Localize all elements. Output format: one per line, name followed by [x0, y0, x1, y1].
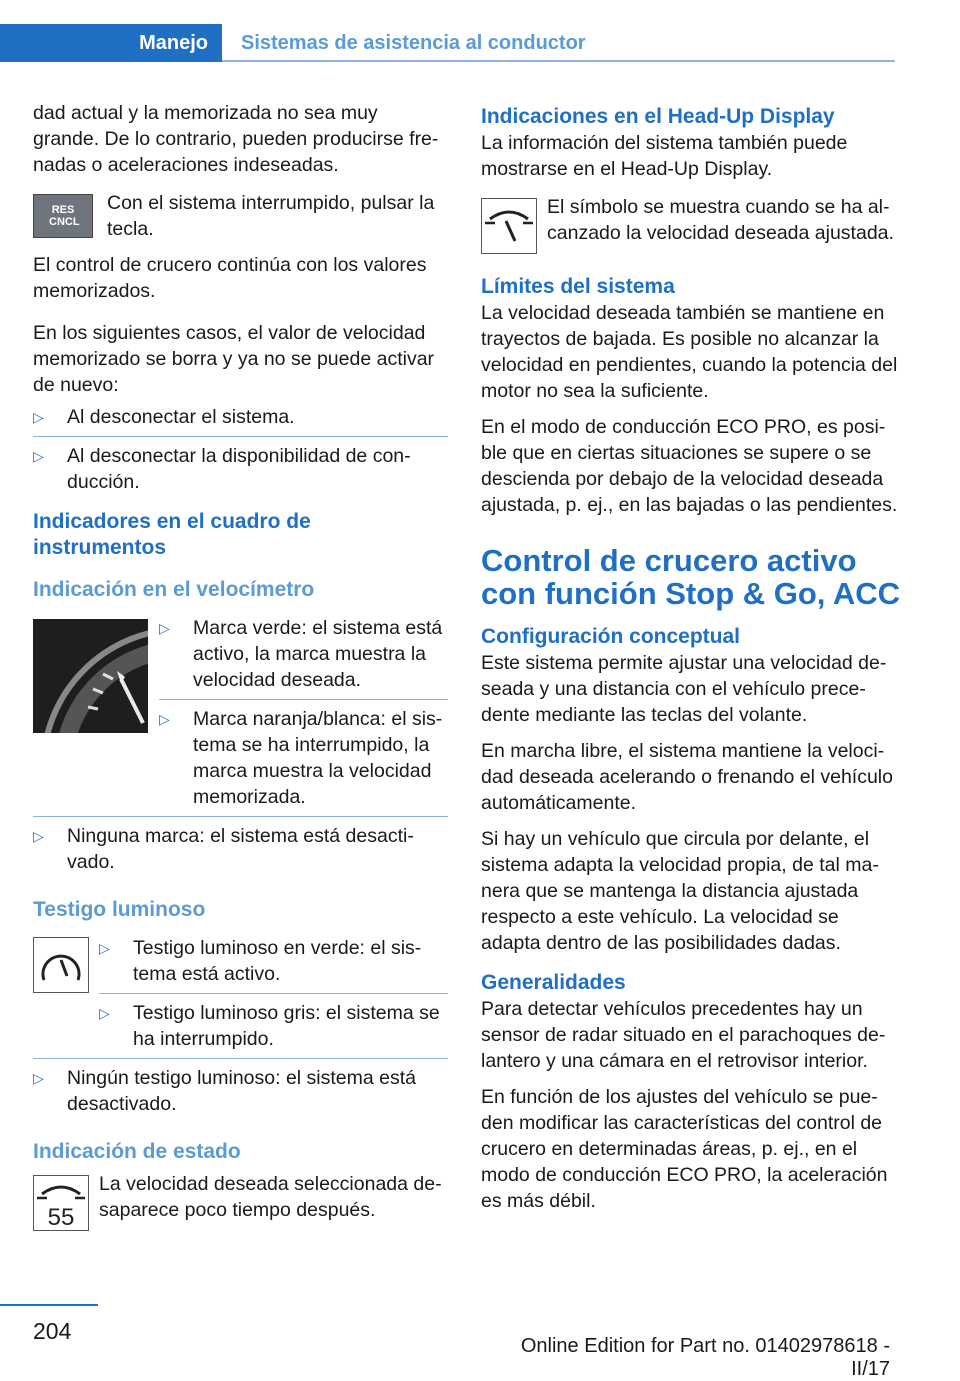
hud-block [481, 194, 901, 252]
hud-paragraph: La información del sistema también puede mostrarse en el Head-Up Display. [481, 132, 848, 180]
res-block [33, 190, 448, 248]
status-speed-number: 55 [47, 1204, 75, 1230]
speedo-block [33, 615, 448, 810]
continue-paragraph: El control de crucero continúa con los valores memorizados. [33, 254, 427, 302]
general-paragraph-1: Para detectar vehículos precedentes hay un sensor de radar situado en el parachoques de‐ lantero y una cámara en el retrovisor interior. [481, 998, 886, 1072]
footer-rule [0, 1304, 98, 1306]
chapter-tab[interactable]: Manejo [0, 24, 222, 62]
cases-intro: En los siguientes casos, el valor de velocidad memorizado se borra y ya no se puede activar de nuevo: [33, 322, 435, 396]
heading-speedometer: Indicación en el velocímetro [33, 578, 315, 601]
lamp-block [33, 935, 448, 1052]
concept-paragraph-2: En marcha libre, el sistema mantiene la veloci‐ dad deseada acelerando o frenando el vehículo automáticamente. [481, 740, 893, 814]
triangle-bullet-icon: ▷ [33, 448, 44, 464]
divider [33, 1058, 448, 1059]
list-item: ▷ Al desconectar el sistema. [33, 406, 295, 428]
heading-general: Generalidades [481, 971, 626, 994]
triangle-bullet-icon: ▷ [159, 620, 170, 636]
page-number: 204 [33, 1318, 72, 1344]
divider [99, 993, 448, 994]
cruise-control-lamp-icon [33, 937, 89, 993]
limits-paragraph-2: En el modo de conducción ECO PRO, es posi‐ ble que en ciertas situaciones se supere o se descienda por debajo de la velocidad deseada ajustada, p. ej., en las bajadas o las pendientes. [481, 416, 898, 516]
triangle-bullet-icon: ▷ [33, 828, 44, 844]
triangle-bullet-icon: ▷ [33, 1070, 44, 1086]
triangle-bullet-icon: ▷ [99, 940, 110, 956]
heading-status: Indicación de estado [33, 1140, 241, 1163]
heading-concept: Configuración conceptual [481, 625, 741, 648]
section-title[interactable]: Sistemas de asistencia al conductor [241, 32, 586, 54]
list-item: ▷ Testigo luminoso gris: el sistema se ha interrumpido. [99, 1002, 440, 1050]
triangle-bullet-icon: ▷ [33, 409, 44, 425]
list-item: ▷ Marca naranja/blanca: el sis‐ tema se ha interrumpido, la marca muestra la velocidad memorizada. [159, 708, 443, 808]
concept-paragraph-1: Este sistema permite ajustar una velocidad de‐ seada y una distancia con el vehículo prece‐ dente mediante las teclas del volante. [481, 652, 887, 726]
heading-acc: Control de crucero activo con función Stop & Go, ACC [481, 543, 901, 611]
status-text: La velocidad deseada seleccionada de‐ saparece poco tiempo después. [99, 1173, 442, 1221]
list-item: ▷ Al desconectar la disponibilidad de con‐ ducción. [33, 445, 411, 493]
speedometer-image [33, 619, 148, 733]
triangle-bullet-icon: ▷ [159, 711, 170, 727]
heading-indicators: Indicadores en el cuadro de instrumentos [33, 510, 311, 559]
heading-limits: Límites del sistema [481, 275, 675, 298]
edition-note: Online Edition for Part no. 01402978618 - II/17 [520, 1335, 890, 1380]
heading-lamp: Testigo luminoso [33, 898, 206, 921]
res-cncl-icon-label: RES CNCL [49, 204, 80, 228]
page-header [0, 0, 895, 62]
limits-paragraph-1: La velocidad deseada también se mantiene en trayectos de bajada. Es posible no alcanzar la velocidad en pendientes, cuando la potencia del motor no sea la suficiente. [481, 302, 898, 402]
list-item: ▷ Testigo luminoso en verde: el sis‐ tema está activo. [99, 937, 422, 985]
speed-status-icon [33, 1175, 89, 1231]
list-item: ▷ Ningún testigo luminoso: el sistema está desactivado. [33, 1067, 417, 1115]
heading-hud: Indicaciones en el Head-Up Display [481, 105, 835, 128]
res-cncl-button-icon [33, 194, 93, 238]
triangle-bullet-icon: ▷ [99, 1005, 110, 1021]
status-block [33, 1171, 448, 1229]
res-note: Con el sistema interrumpido, pulsar la tecla. [107, 192, 435, 240]
hud-symbol-text: El símbolo se muestra cuando se ha al‐ canzado la velocidad deseada ajustada. [547, 196, 894, 244]
intro-paragraph: dad actual y la memorizada no sea muy grande. De lo contrario, pueden producirse fre‐ nadas o aceleraciones indeseadas. [33, 102, 439, 176]
divider [33, 816, 448, 817]
left-column [33, 100, 448, 1229]
header-rule [222, 60, 895, 62]
general-paragraph-2: En función de los ajustes del vehículo se pue‐ den modificar las características del control de crucero en determinadas áreas, p. ej., en el modo de conducción ECO PRO, la aceleración es más débil. [481, 1086, 888, 1212]
divider [33, 436, 448, 437]
list-item: ▷ Ninguna marca: el sistema está desacti‐ vado. [33, 825, 414, 873]
right-column [481, 104, 901, 1224]
hud-speed-reached-icon [481, 198, 537, 254]
list-item: ▷ Marca verde: el sistema está activo, la marca muestra la velocidad deseada. [159, 617, 443, 691]
concept-paragraph-3: Si hay un vehículo que circula por delante, el sistema adapta la velocidad propia, de tal ma‐ nera que se mantenga la distancia ajustada respecto a este vehículo. La velocidad se adapta dentro de las posibilidades dadas. [481, 828, 879, 954]
divider [159, 699, 448, 700]
